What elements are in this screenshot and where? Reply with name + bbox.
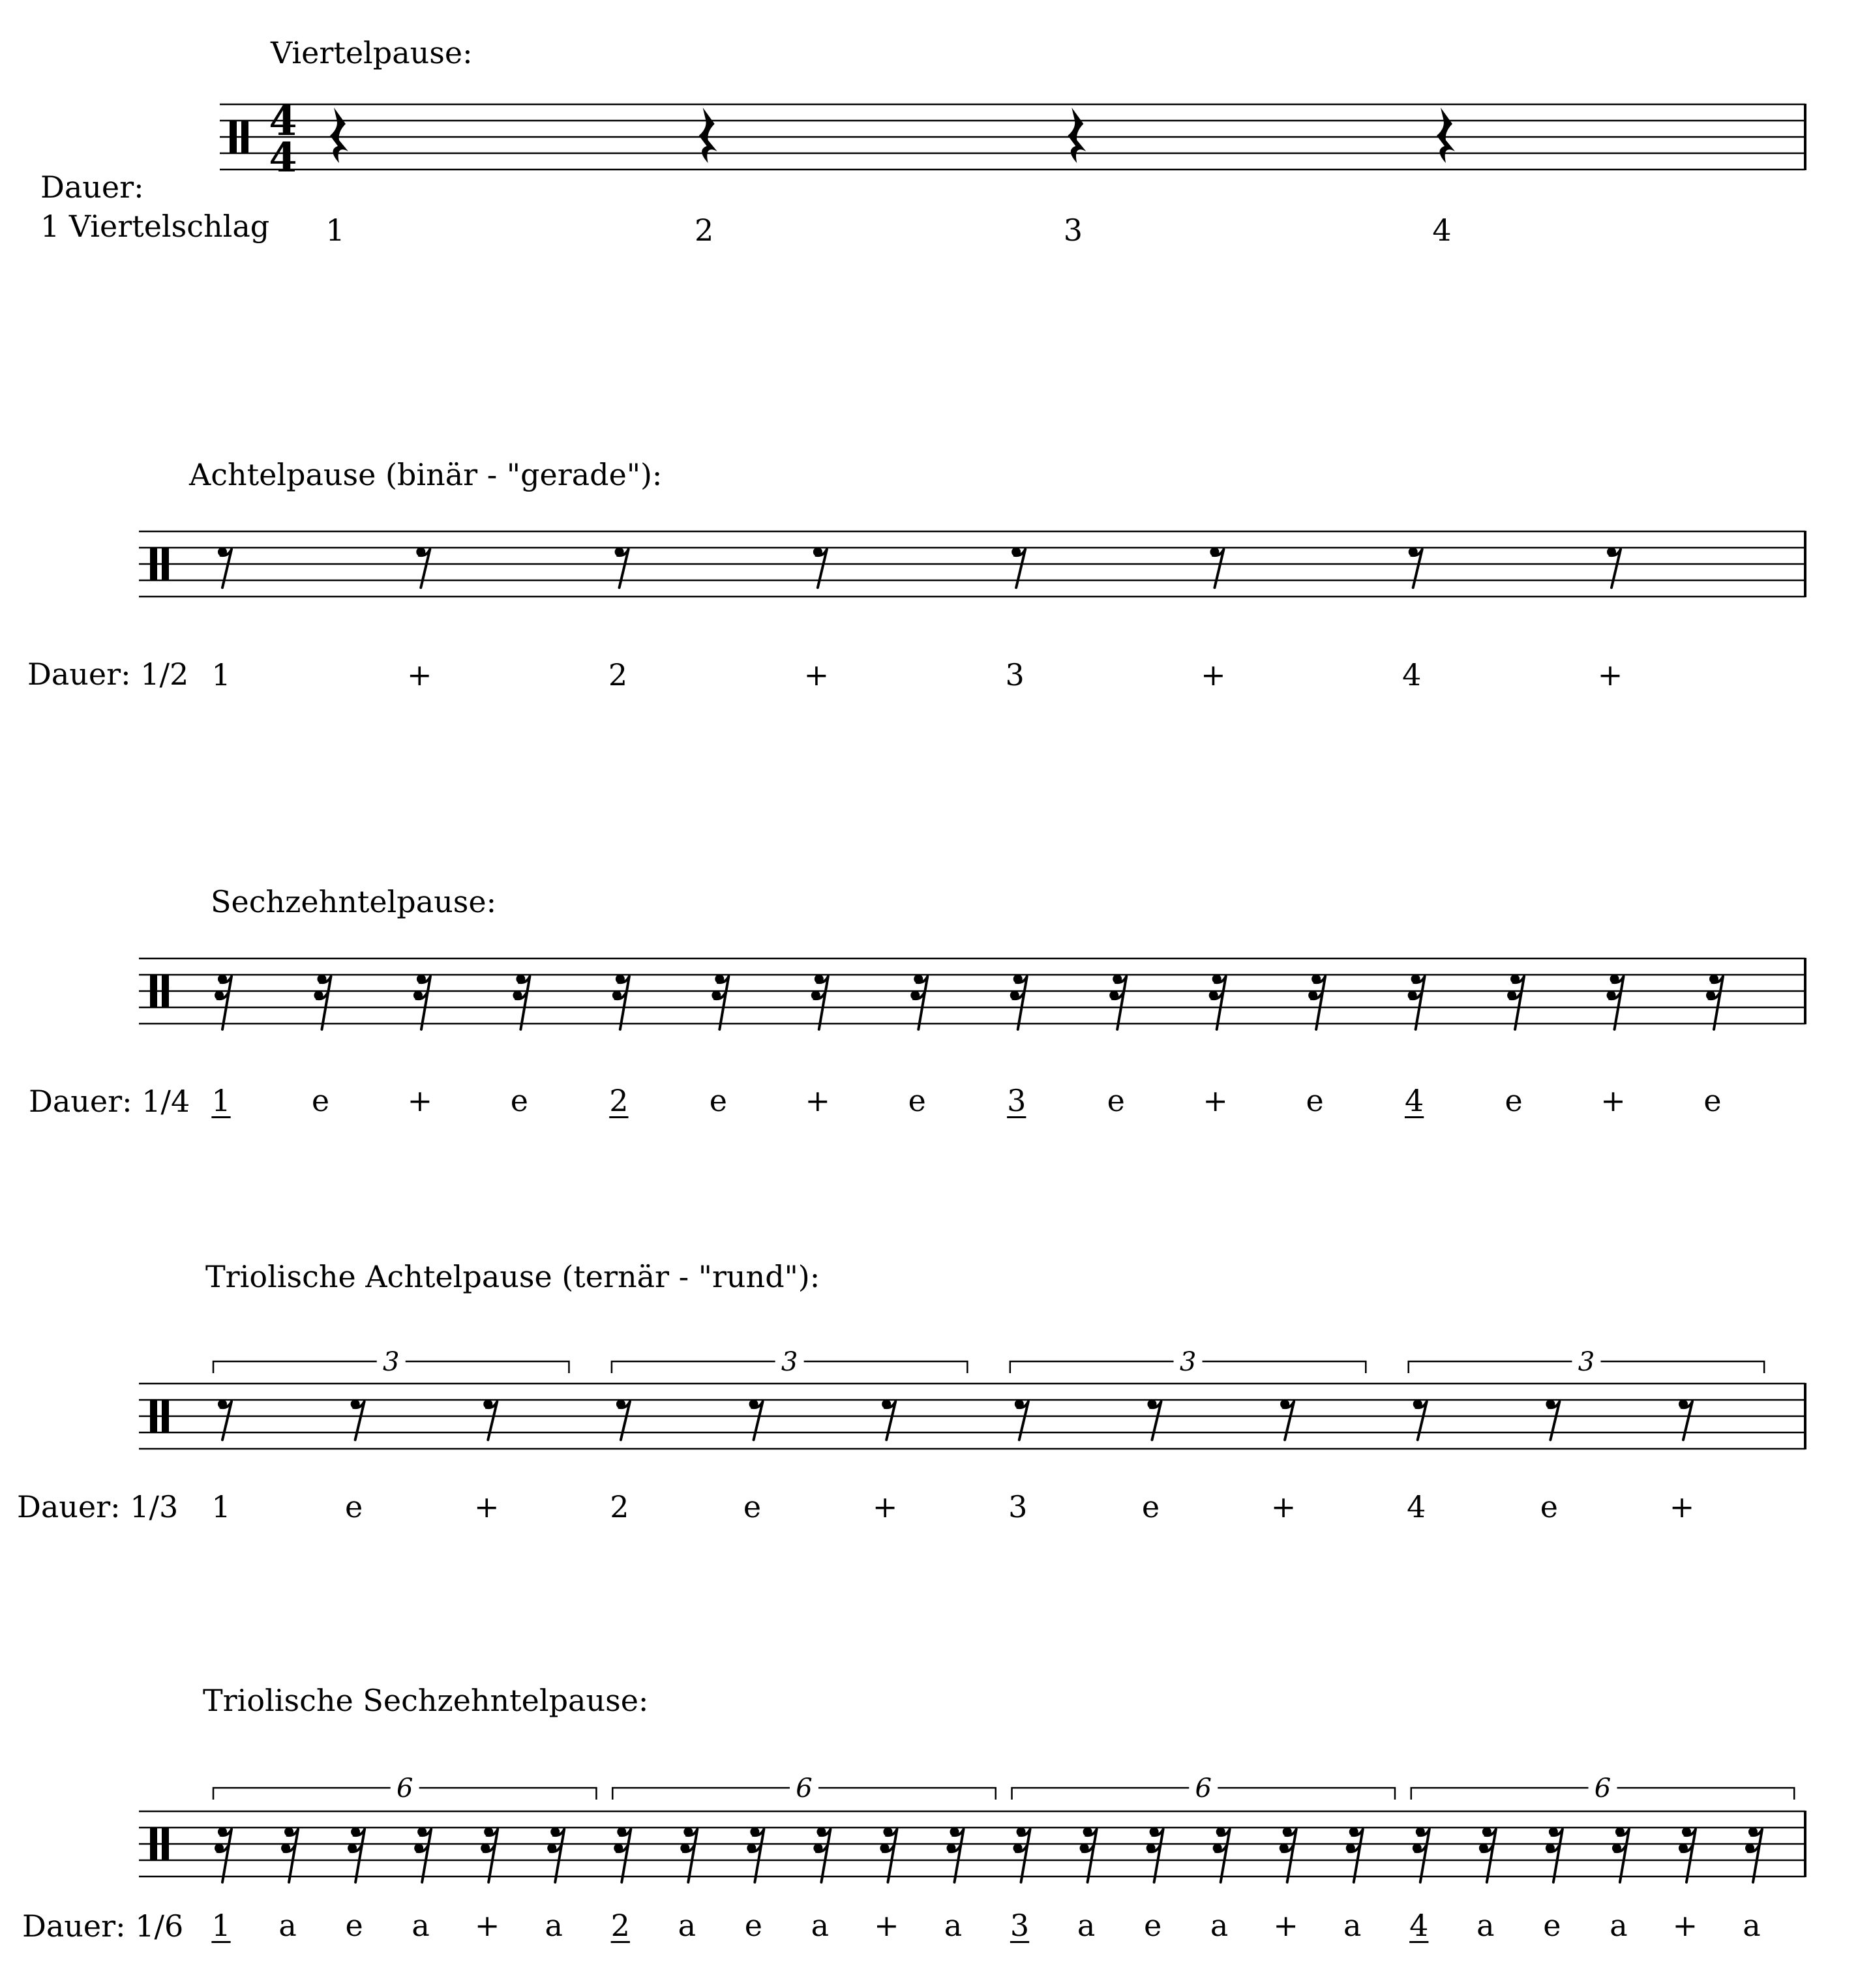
count-syllable: e <box>345 1908 363 1943</box>
count-syllable: e <box>709 1083 727 1118</box>
sixteenth-rest <box>1479 1828 1496 1882</box>
system-title: Triolische Sechzehntelpause: <box>203 1683 649 1718</box>
duration-label: Dauer: 1/6 <box>22 1908 184 1944</box>
count-syllable: + <box>1203 1083 1228 1118</box>
count-syllable: e <box>510 1083 529 1118</box>
count-syllable: + <box>872 1489 898 1524</box>
count-syllable: 1 <box>211 1083 231 1118</box>
count-syllable: a <box>412 1908 430 1943</box>
duration-label: Dauer: 1/3 <box>17 1489 179 1524</box>
count-syllable: + <box>803 657 830 692</box>
tuplet-number: 3 <box>1179 1347 1197 1377</box>
count-syllable: + <box>407 1083 433 1118</box>
count-syllable: a <box>1343 1908 1362 1943</box>
count-syllable: + <box>1270 1489 1296 1524</box>
sixteenth-rest <box>215 1828 232 1882</box>
tuplet-number: 3 <box>781 1347 798 1377</box>
sixteenth-rest <box>813 1828 830 1882</box>
sixteenth-rest <box>946 1828 963 1882</box>
count-syllable: 1 <box>325 213 345 248</box>
count-syllable: + <box>1600 1083 1626 1118</box>
system-title: Achtelpause (binär - "gerade"): <box>189 457 663 492</box>
count-syllable: 1 <box>211 657 231 692</box>
sixteenth-rest <box>414 1828 431 1882</box>
count-syllable: e <box>1703 1083 1722 1118</box>
tuplet-number: 6 <box>1594 1773 1611 1803</box>
count-syllable: e <box>1543 1908 1561 1943</box>
count-syllable: e <box>908 1083 926 1118</box>
count-syllable: 3 <box>1063 213 1083 248</box>
count-syllable: e <box>1540 1489 1558 1524</box>
count-syllable: + <box>473 1489 500 1524</box>
count-syllable: + <box>1672 1908 1698 1943</box>
sixteenth-rest <box>747 1828 764 1882</box>
system-title: Triolische Achtelpause (ternär - "rund"): <box>205 1259 820 1294</box>
sixteenth-rest <box>1146 1828 1163 1882</box>
time-signature-denominator: 4 <box>269 134 297 181</box>
tuplet-bracket <box>1411 1773 1794 1803</box>
sixteenth-rest <box>880 1828 897 1882</box>
tuplet-number: 6 <box>396 1773 413 1803</box>
count-syllable: 2 <box>608 657 628 692</box>
count-syllable: 3 <box>1010 1908 1030 1943</box>
tuplet-number: 3 <box>383 1347 400 1377</box>
count-syllable: e <box>744 1908 762 1943</box>
count-syllable: 3 <box>1007 1083 1026 1118</box>
tuplet-bracket <box>213 1773 596 1803</box>
sixteenth-rest <box>1745 1828 1762 1882</box>
count-syllable: + <box>805 1083 831 1118</box>
sixteenth-rest <box>614 1828 631 1882</box>
count-syllable: + <box>1669 1489 1695 1524</box>
count-syllable: 4 <box>1409 1908 1429 1943</box>
tuplet-number: 6 <box>796 1773 813 1803</box>
count-syllable: e <box>743 1489 762 1524</box>
tuplet-number: 3 <box>1578 1347 1595 1377</box>
tuplet-bracket <box>1012 1773 1395 1803</box>
count-syllable: 4 <box>1402 657 1422 692</box>
count-syllable: a <box>944 1908 963 1943</box>
count-syllable: a <box>811 1908 830 1943</box>
count-syllable: 4 <box>1407 1489 1426 1524</box>
count-syllable: a <box>678 1908 697 1943</box>
count-syllable: e <box>311 1083 330 1118</box>
tuplet-number: 6 <box>1195 1773 1212 1803</box>
count-syllable: + <box>1597 657 1623 692</box>
tuplet-bracket <box>612 1773 995 1803</box>
sixteenth-rest <box>1213 1828 1230 1882</box>
sixteenth-rest <box>1080 1828 1097 1882</box>
count-syllable: + <box>1273 1908 1298 1943</box>
count-syllable: 1 <box>211 1489 231 1524</box>
count-syllable: 1 <box>211 1908 231 1943</box>
count-syllable: 4 <box>1432 213 1452 248</box>
sixteenth-rest <box>1679 1828 1696 1882</box>
sixteenth-rest <box>281 1828 298 1882</box>
count-syllable: a <box>1476 1908 1495 1943</box>
count-syllable: + <box>407 657 432 692</box>
duration-label: Dauer: 1 Viertelschlag <box>40 170 270 244</box>
count-syllable: a <box>1077 1908 1096 1943</box>
count-syllable: + <box>474 1908 500 1943</box>
count-syllable: + <box>1201 657 1226 692</box>
sixteenth-rest <box>547 1828 564 1882</box>
system-title: Sechzehntelpause: <box>211 884 497 919</box>
sixteenth-rest <box>1013 1828 1030 1882</box>
count-syllable: e <box>1141 1489 1160 1524</box>
count-syllable: e <box>1107 1083 1125 1118</box>
sixteenth-rest <box>1413 1828 1430 1882</box>
sixteenth-rest <box>1612 1828 1629 1882</box>
sixteenth-rest <box>1546 1828 1563 1882</box>
count-syllable: 2 <box>609 1083 629 1118</box>
count-syllable: + <box>874 1908 899 1943</box>
rests <box>215 1828 1762 1882</box>
count-syllable: e <box>345 1489 363 1524</box>
count-syllable: a <box>1210 1908 1229 1943</box>
count-syllable: a <box>545 1908 563 1943</box>
count-syllable: e <box>1505 1083 1523 1118</box>
duration-label: Dauer: 1/2 <box>27 657 189 692</box>
count-syllable: 4 <box>1404 1083 1424 1118</box>
duration-label: Dauer: 1/4 <box>29 1084 190 1119</box>
count-syllable: e <box>1306 1083 1324 1118</box>
sixteenth-rest <box>1346 1828 1363 1882</box>
count-syllable: a <box>278 1908 297 1943</box>
sixteenth-rest <box>1280 1828 1296 1882</box>
count-syllable: 3 <box>1008 1489 1028 1524</box>
sixteenth-rest <box>481 1828 498 1882</box>
sixteenth-rest <box>680 1828 697 1882</box>
sixteenth-rest <box>348 1828 365 1882</box>
time-signature-numerator: 4 <box>269 97 297 145</box>
count-syllable: e <box>1143 1908 1162 1943</box>
count-syllable: 2 <box>610 1489 629 1524</box>
count-syllable: a <box>1610 1908 1628 1943</box>
count-syllable: 2 <box>610 1908 630 1943</box>
count-syllable: 3 <box>1005 657 1025 692</box>
system-title: Viertelpause: <box>271 35 473 70</box>
count-syllable: 2 <box>695 213 714 248</box>
count-syllable: a <box>1743 1908 1761 1943</box>
